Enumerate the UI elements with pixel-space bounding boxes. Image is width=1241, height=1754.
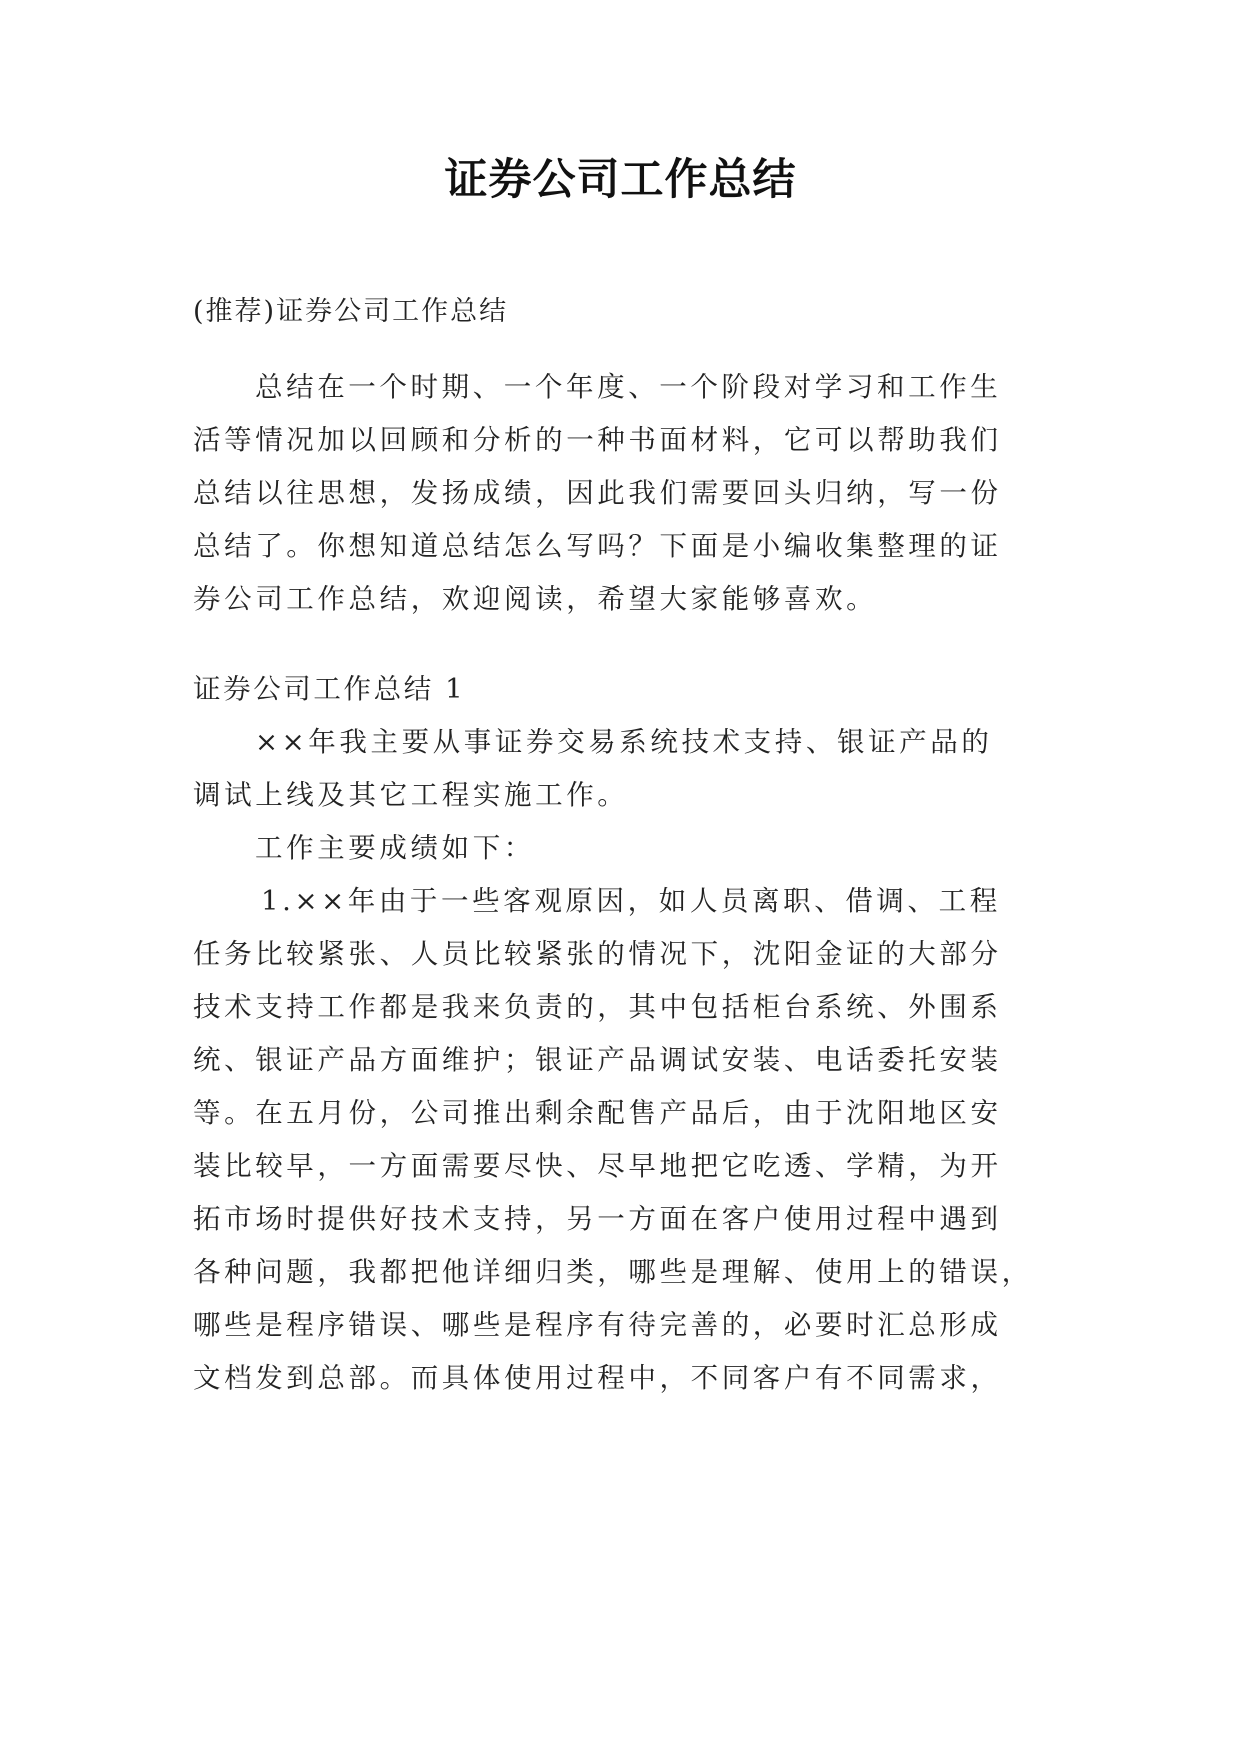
- item1-line: 哪些是程序错误、哪些是程序有待完善的，必要时汇总形成: [193, 1309, 1002, 1341]
- item1-line: 等。在五月份，公司推出剩余配售产品后，由于沈阳地区安: [193, 1097, 1002, 1129]
- document-title: 证券公司工作总结: [444, 155, 797, 205]
- intro-line: 活等情况加以回顾和分析的一种书面材料，它可以帮助我们: [193, 424, 1002, 456]
- intro-line: 总结在一个时期、一个年度、一个阶段对学习和工作生: [255, 371, 1002, 403]
- item1-line: 装比较早，一方面需要尽快、尽早地把它吃透、学精，为开: [193, 1150, 1002, 1182]
- section-heading: 证券公司工作总结 1: [193, 673, 466, 705]
- intro-line: 总结以往思想，发扬成绩，因此我们需要回头归纳，写一份: [193, 477, 1002, 509]
- item1-line: 任务比较紧张、人员比较紧张的情况下，沈阳金证的大部分: [193, 938, 1002, 970]
- item1-line: 技术支持工作都是我来负责的，其中包括柜台系统、外围系: [193, 991, 1002, 1023]
- achievements-label: 工作主要成绩如下：: [255, 832, 535, 864]
- item1-line: 文档发到总部。而具体使用过程中，不同客户有不同需求，: [193, 1362, 1002, 1394]
- item1-line: 拓市场时提供好技术支持，另一方面在客户使用过程中遇到: [193, 1203, 1002, 1235]
- item1-line: 统、银证产品方面维护；银证产品调试安装、电话委托安装: [193, 1044, 1002, 1076]
- item1-line: 1.××年由于一些客观原因，如人员离职、借调、工程: [261, 885, 1001, 917]
- document-subtitle: (推荐)证券公司工作总结: [193, 296, 509, 327]
- section-intro-line: 调试上线及其它工程实施工作。: [193, 779, 629, 811]
- intro-line: 总结了。你想知道总结怎么写吗？下面是小编收集整理的证: [193, 530, 1002, 562]
- intro-line: 券公司工作总结，欢迎阅读，希望大家能够喜欢。: [193, 583, 878, 615]
- item1-line: 各种问题，我都把他详细归类，哪些是理解、使用上的错误，: [193, 1256, 1033, 1288]
- section-intro-line: ××年我主要从事证券交易系统技术支持、银证产品的: [255, 726, 993, 758]
